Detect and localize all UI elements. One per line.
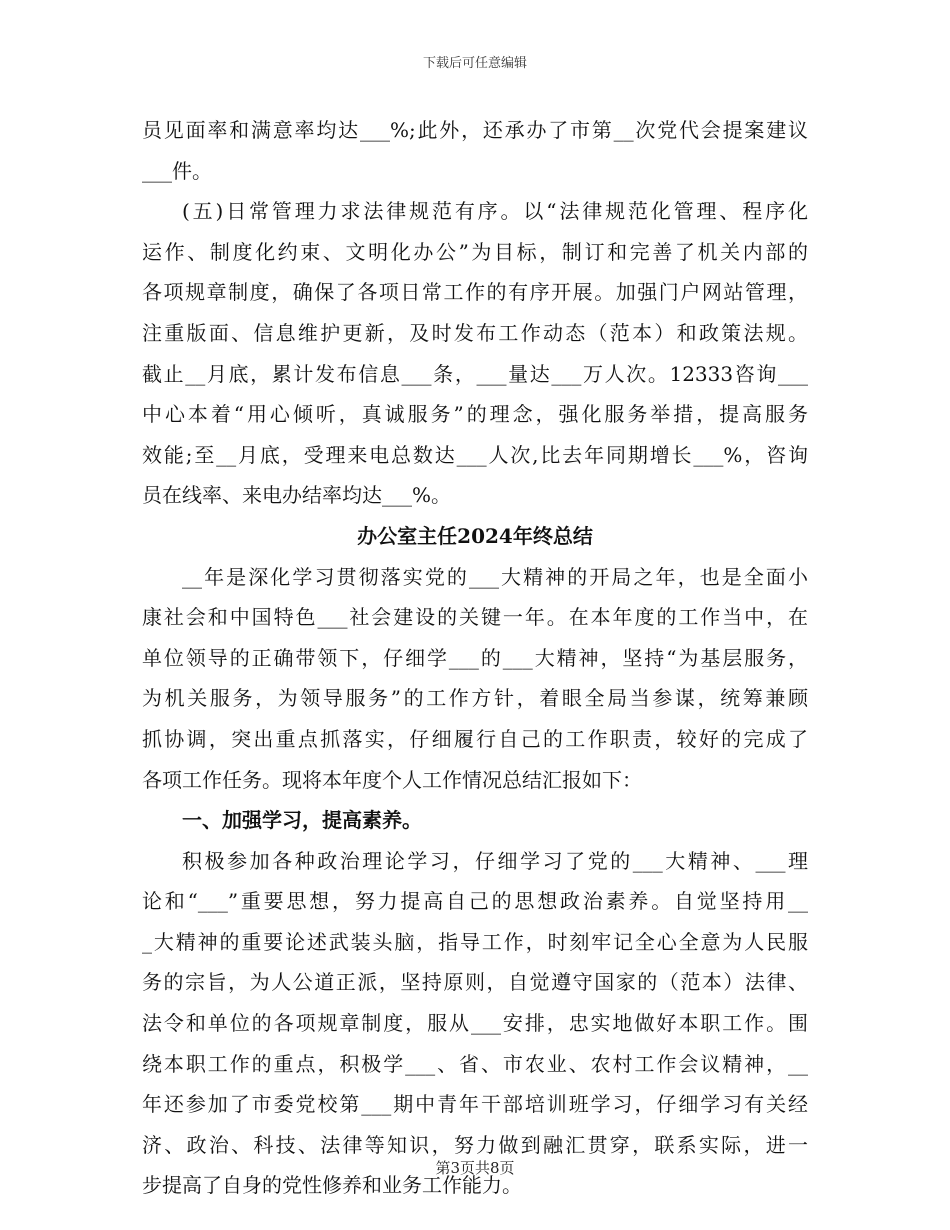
text-line: 效能;至__月底，受理来电总数达___人次,比去年同期增长___%，咨询 [142,442,808,467]
text-line: 康社会和中国特色___社会建设的关键一年。在本年度的工作当中，在 [142,605,808,630]
text-line: 论和“___”重要思想，努力提高自己的思想政治素养。自觉坚持用__ [142,889,808,914]
text-line: 运作、制度化约束、文明化办公”为目标，制订和完善了机关内部的 [142,239,808,264]
text-line: ___件。 [142,158,212,183]
text-line: 单位领导的正确带领下，仔细学___的___大精神，坚持“为基层服务， [142,645,808,670]
text-line: 积极参加各种政治理论学习，仔细学习了党的___大精神、___理 [182,848,808,873]
document-title: 办公室主任2024年终总结 [357,523,593,548]
text-line: 济、政治、科技、法律等知识，努力做到融汇贯穿，联系实际，进一 [142,1132,808,1157]
text-line: __年是深化学习贯彻落实党的___大精神的开局之年，也是全面小 [182,564,808,589]
text-line: 员在线率、来电办结率均达___%。 [142,483,452,508]
text-line: 步提高了自身的党性修养和业务工作能力。 [142,1173,522,1198]
text-line: 法令和单位的各项规章制度，服从___安排，忠实地做好本职工作。围 [142,1011,808,1036]
text-line: _大精神的重要论述武装头脑，指导工作，时刻牢记全心全意为人民服 [142,929,808,954]
text-line: 务的宗旨，为人公道正派，坚持原则，自觉遵守国家的（范本）法律、 [142,970,808,995]
section-heading: 一、加强学习，提高素养。 [182,808,422,833]
text-line: 员见面率和满意率均达___%;此外，还承办了市第__次党代会提案建议 [142,118,808,142]
text-line: 各项规章制度，确保了各项日常工作的有序开展。加强门户网站管理， [142,280,808,305]
text-line: 注重版面、信息维护更新，及时发布工作动态（范本）和政策法规。 [142,320,808,345]
text-line: 绕本职工作的重点，积极学___、省、市农业、农村工作会议精神，__ [142,1051,808,1076]
text-line: 中心本着“用心倾听，真诚服务”的理念，强化服务举措，提高服务 [142,402,808,427]
document-body [142,110,808,1206]
text-line: (五)日常管理力求法律规范有序。以“法律规范化管理、程序化 [182,199,808,224]
page-header: 下载后可任意编辑 [422,56,527,71]
text-line: 年还参加了市委党校第___期中青年干部培训班学习，仔细学习有关经 [142,1092,808,1117]
text-line: 截止__月底，累计发布信息___条，___量达___万人次。12333咨询___ [142,361,808,386]
text-line: 为机关服务，为领导服务”的工作方针，着眼全局当参谋，统筹兼顾 [142,686,808,711]
text-line: 各项工作任务。现将本年度个人工作情况总结汇报如下： [142,767,642,792]
text-line: 抓协调，突出重点抓落实，仔细履行自己的工作职责，较好的完成了 [142,726,808,751]
page-number: 第3页共8页 [435,1159,515,1177]
